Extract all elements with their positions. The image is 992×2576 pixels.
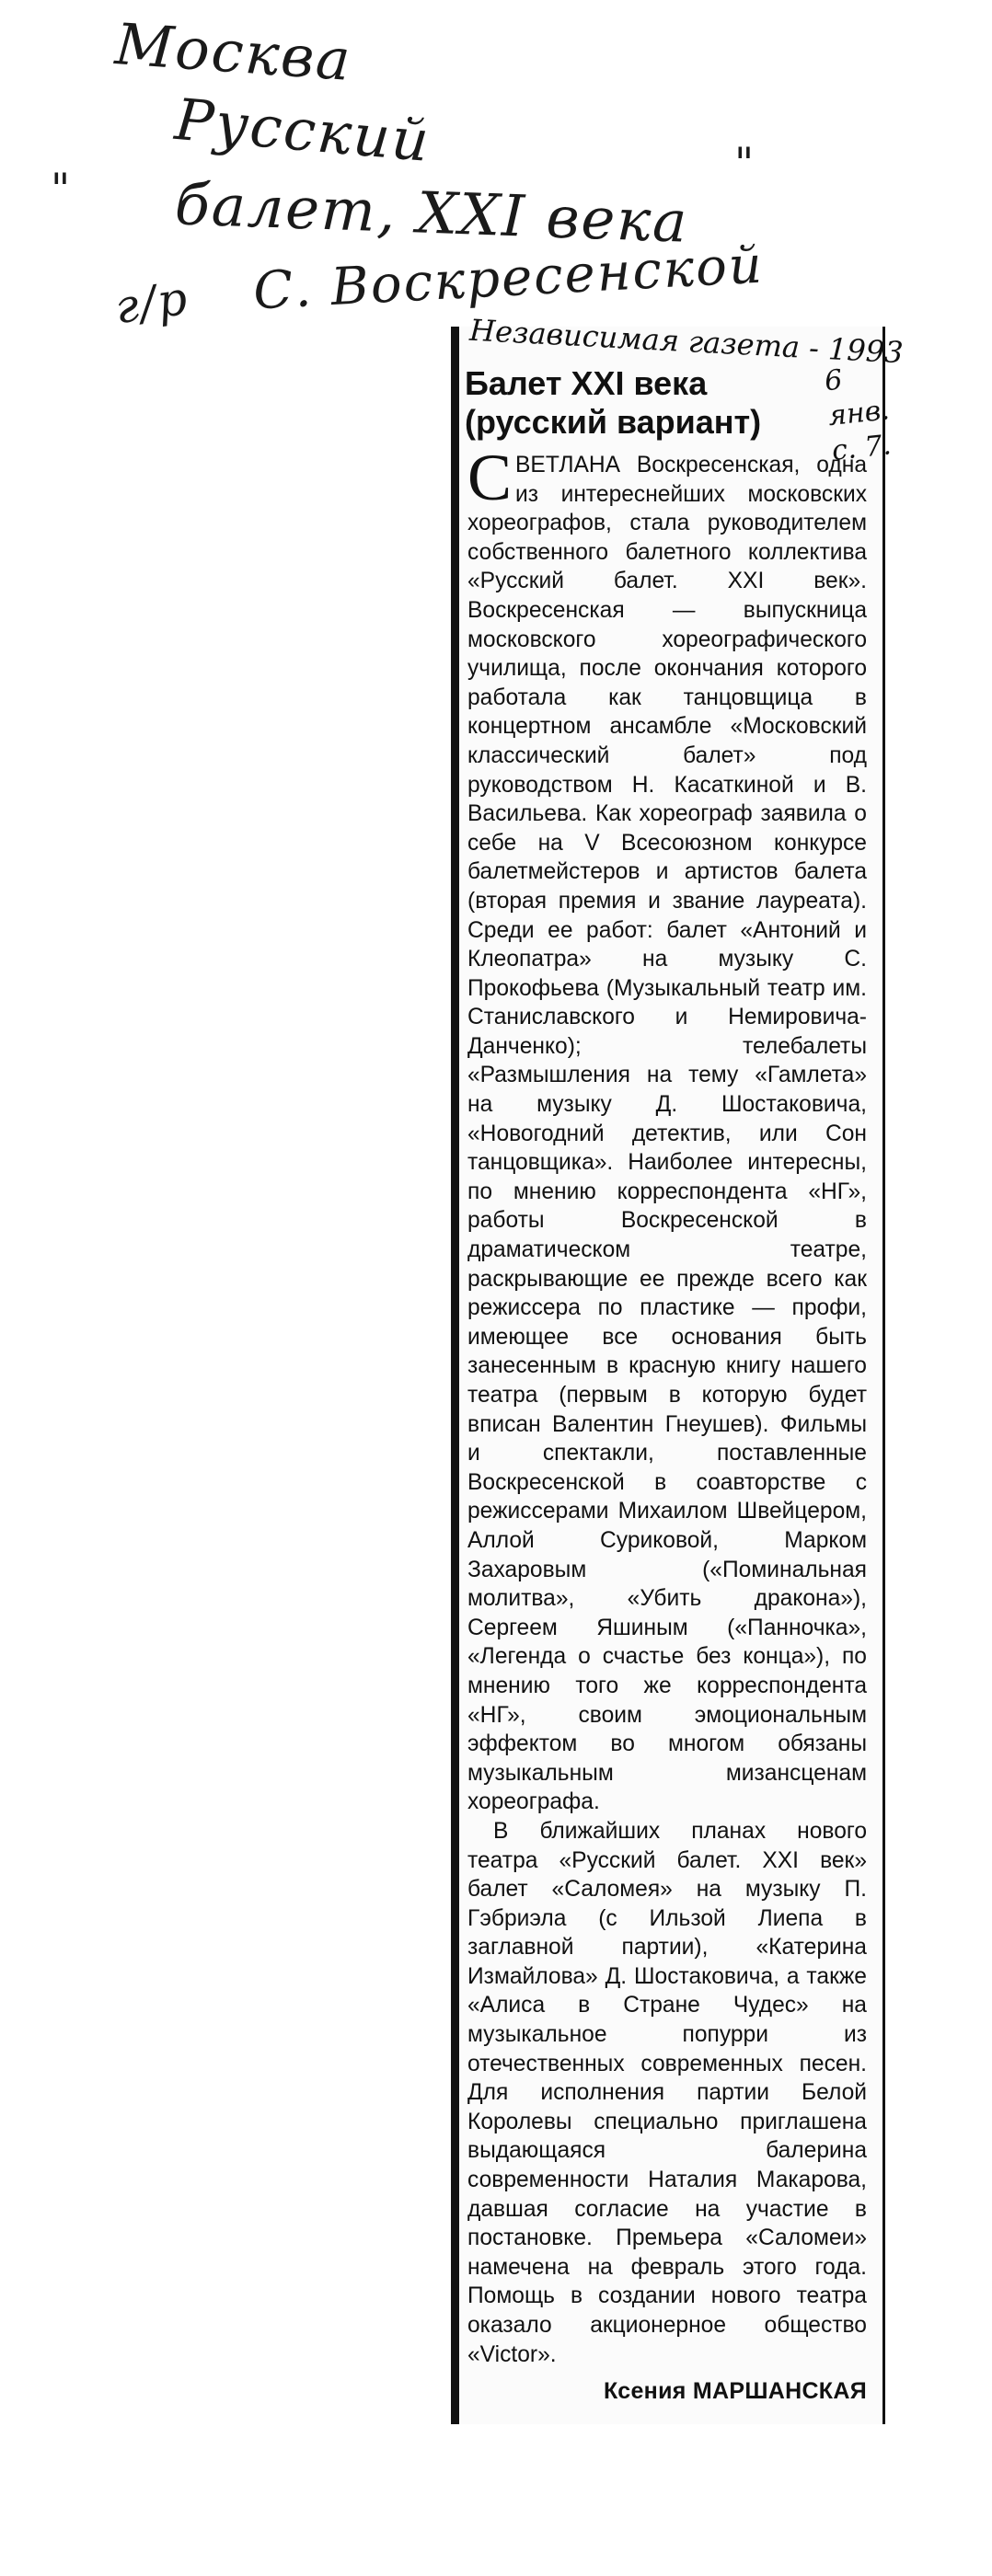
handwritten-source-date: 6 янв. с. 7. [823,363,894,467]
handwritten-quote-mark-right: " [734,138,755,188]
headline-line-2: (русский вариант) [465,403,762,441]
handwritten-note-code: г/р [111,270,192,335]
handwritten-source-publication: Независимая газета - 1993 [468,312,905,371]
handwritten-note-author: С. Воскресенской [251,235,766,322]
article-body [467,441,867,2369]
article-byline: Ксения МАРШАНСКАЯ [604,2378,867,2404]
handwritten-quote-mark-left: " [51,164,71,213]
article-paragraph-1: СВЕТЛАНА Воскресенская, одна из интереснейших московских хореографов, стала руководителем собственного балетного коллектива «Русский балет. XXI век». Воскресенская — выпускница московского хореографического училища, после окончания которого работала как танцовщица в концертном ансамбле «Московский классический балет» под руководством Н. Касаткиной и В. Васильева. Как хореограф заявила о себе на V Всесоюзном конкурсе балетмейстеров и артистов балета (вторая премия и звание лауреата). Среди ее работ: балет «Антоний и Клеопатра» на музыку С. Прокофьева (Музыкальный театр им. Станиславского и Немировича-Данченко); телебалеты «Размышления на тему «Гамлета» на музыку Д. Шостаковича, «Новогодний детектив, или Сон танцовщика». Наиболее интересны, по мнению корреспондента «НГ», работы Воскресенской в драматическом театре, раскрывающие ее прежде всего как режиссера по пластике — профи, имеющее все основания быть занесенным в красную книгу нашего театра (первым в которую будет вписан Валентин Гнеушев). Фильмы и спектакли, поставленные Воскресенской в соавторстве с режиссерами Михаилом Швейцером, Аллой Суриковой, Марком Захаровым («Поминальная молитва», «Убить дракона»), Сергеем Яшиным («Панночка», «Легенда о счастье без конца»), по мнению того же корреспондента «НГ», своим эмоциональным эффектом во многом обязаны музыкальным мизансценам хореографа. [467,441,867,1815]
article-headline [465,364,860,442]
handwritten-note-ballet: балет, XXI века [173,170,690,256]
article-paragraph-2: В ближайших планах нового театра «Русский балет. XXI век» балет «Саломея» на музыку П. Гэбриэла (с Ильзой Лиепа в заглавной партии), «Катерина Измайлова» Д. Шостаковича, а также «Алиса в Стране Чудес» на музыкальное попурри из отечественных современных песен. Для исполнения партии Белой Королевы специально приглашена выдающаяся балерина современности Наталия Макарова, давшая согласие на участие в постановке. Премьера «Саломеи» намечена на февраль этого года. Помощь в создании нового театра оказало акционерное общество «Victor». [467,1818,867,2367]
handwritten-note-city: Москва [112,10,354,94]
headline-line-1: Балет XXI века [465,364,708,402]
handwritten-note-russian: Русский [172,86,433,175]
